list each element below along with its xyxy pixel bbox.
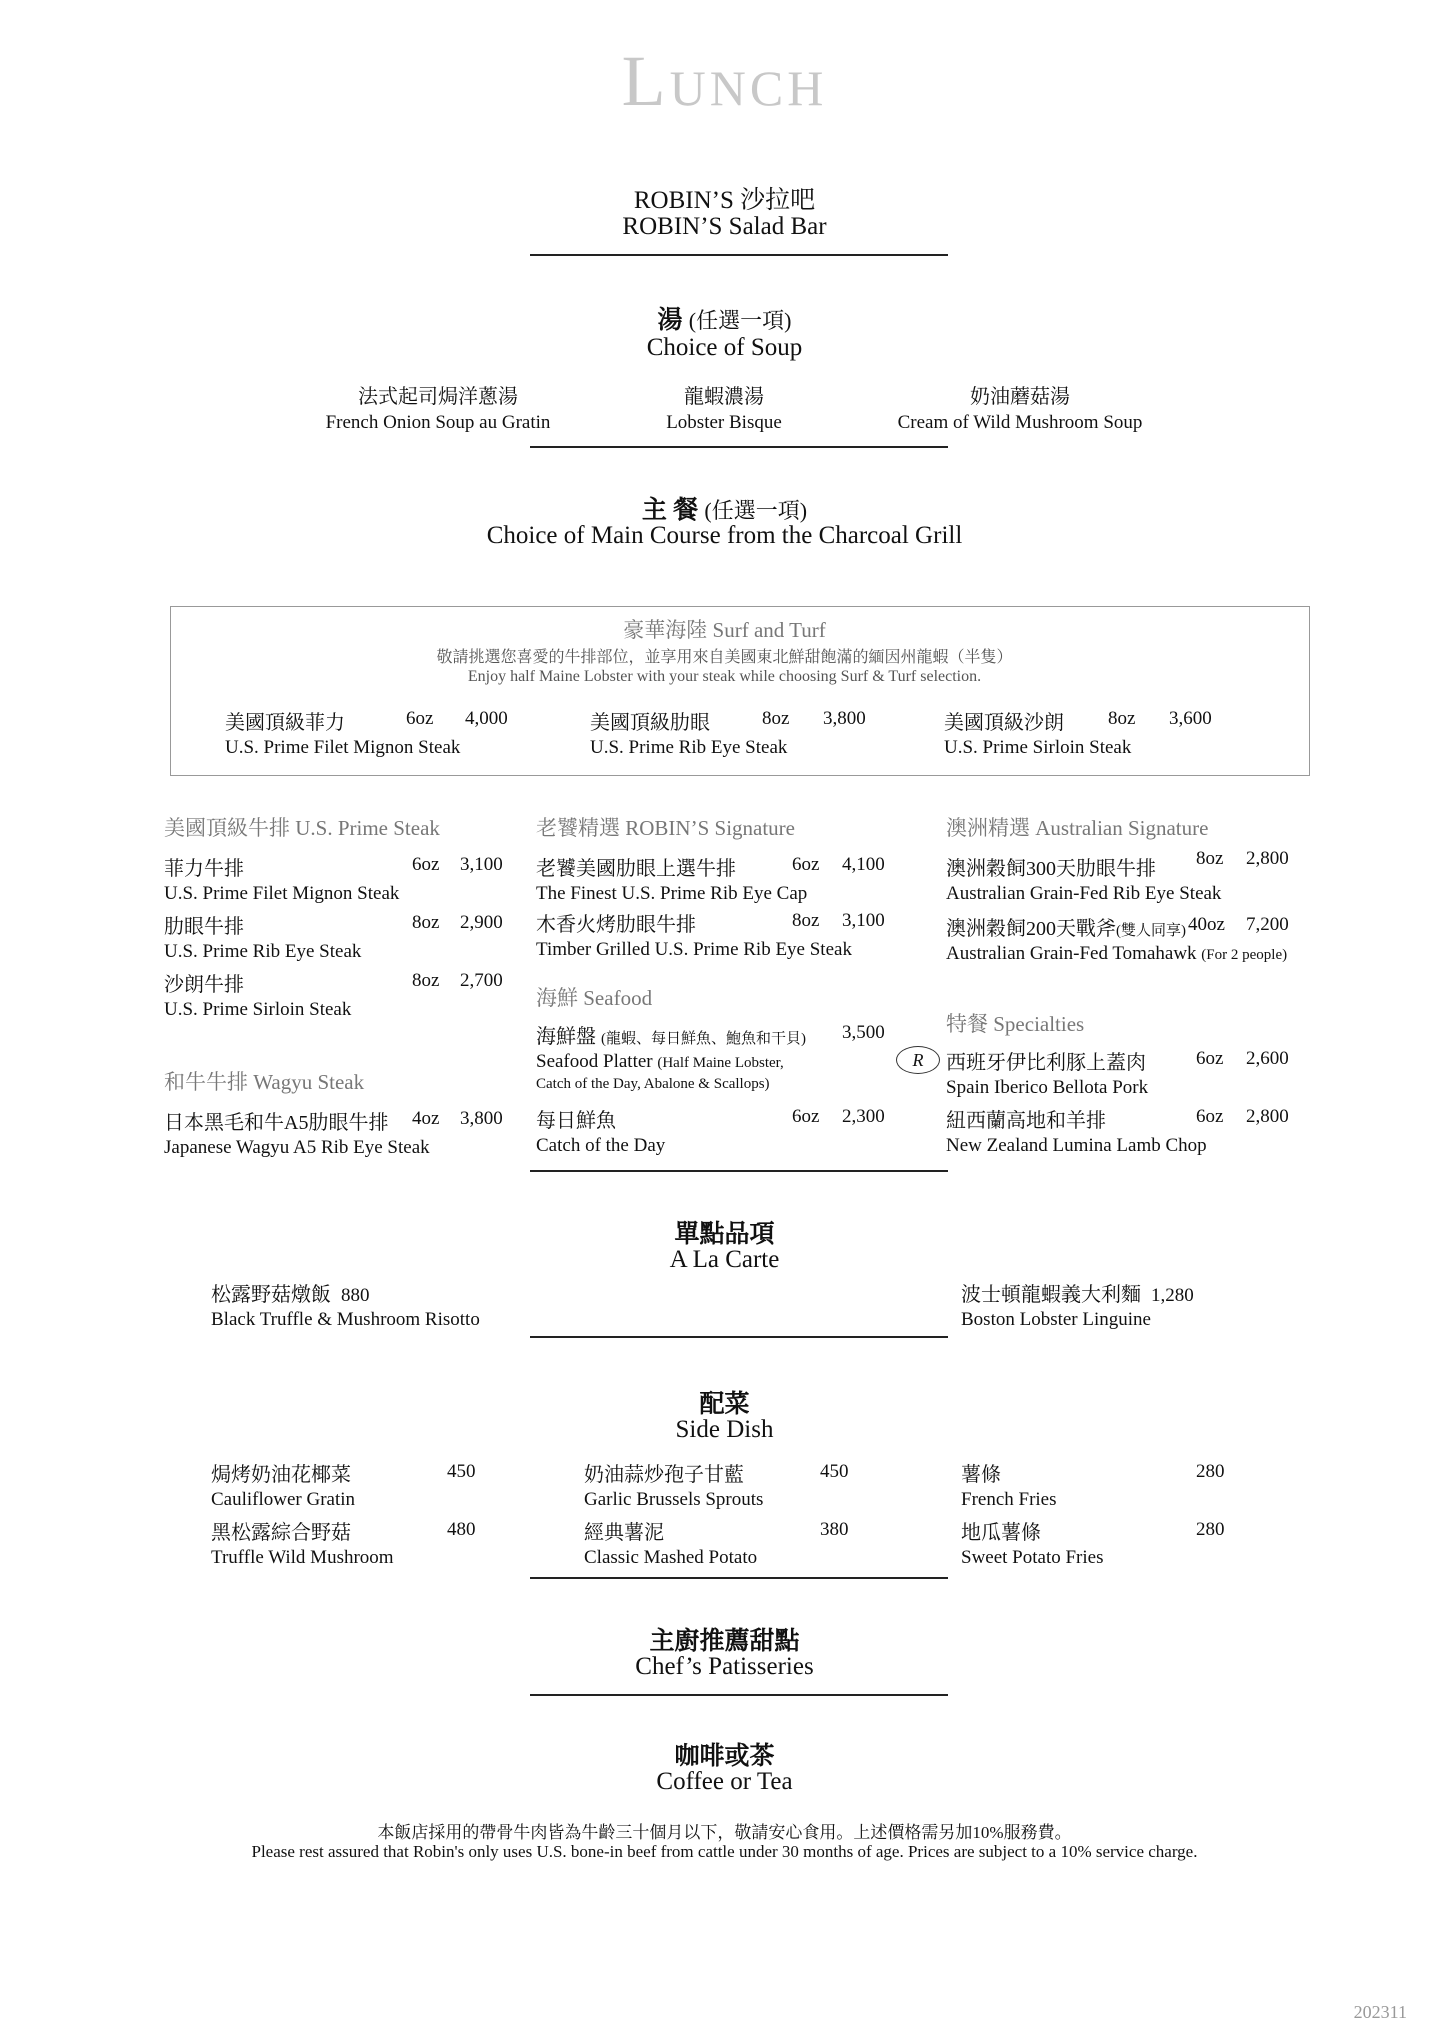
divider [530, 1577, 948, 1579]
dessert-heading-en: Chef’s Patisseries [635, 1653, 814, 1680]
footer-note-en: Please rest assured that Robin's only uses U.S. bone-in beef from cattle under 30 months of age. Prices are subject to a 10% service charge. [251, 1842, 1198, 1861]
price-label: 3,100 [460, 854, 503, 875]
oz-label: 8oz [412, 912, 440, 933]
surf-turf-item: 美國頂級菲力 U.S. Prime Filet Mignon Steak [225, 712, 461, 758]
menu-item: 澳洲穀飼300天肋眼牛排 Australian Grain-Fed Rib Eye Steak [946, 858, 1222, 904]
oz-label: 8oz [1196, 848, 1224, 869]
oz-label: 6oz [1196, 1048, 1224, 1069]
wagyu-heading: 和牛牛排 Wagyu Steak [164, 1070, 365, 1094]
divider [530, 446, 948, 448]
oz-label: 8oz [792, 910, 820, 931]
oz-label: 6oz [792, 1106, 820, 1127]
dessert-heading-zh: 主廚推薦甜點 [649, 1628, 800, 1655]
australian-heading: 澳洲精選 Australian Signature [946, 816, 1209, 840]
oz-label: 4oz [412, 1108, 440, 1129]
oz-label: 8oz [762, 708, 790, 729]
surf-turf-desc-en: Enjoy half Maine Lobster with your steak while choosing Surf & Turf selection. [467, 668, 982, 685]
coffee-heading-en: Coffee or Tea [656, 1768, 793, 1795]
menu-item: 波士頓龍蝦義大利麵 1,280 Boston Lobster Linguine [961, 1284, 1194, 1330]
menu-item: 西班牙伊比利豚上蓋肉 Spain Iberico Bellota Pork [946, 1052, 1149, 1098]
soup-item: 法式起司焗洋蔥湯 French Onion Soup au Gratin [325, 386, 551, 433]
surf-turf-item: 美國頂級肋眼 U.S. Prime Rib Eye Steak [590, 712, 788, 758]
price-label: 2,800 [1246, 848, 1289, 869]
price-label: 2,300 [842, 1106, 885, 1127]
price-label: 3,500 [842, 1022, 885, 1043]
menu-item: 黑松露綜合野菇 Truffle Wild Mushroom [211, 1522, 394, 1568]
footer-note-zh: 本飯店採用的帶骨牛肉皆為牛齡三十個月以下，敬請安心食用。上述價格需另加10%服務費。 [377, 1823, 1072, 1842]
menu-item: 地瓜薯條 Sweet Potato Fries [961, 1522, 1104, 1568]
oz-label: 6oz [792, 854, 820, 875]
menu-item: 老饕美國肋眼上選牛排 The Finest U.S. Prime Rib Eye Cap [536, 858, 808, 904]
divider [530, 1336, 948, 1338]
menu-item: 日本黑毛和牛A5肋眼牛排 Japanese Wagyu A5 Rib Eye Steak [164, 1112, 430, 1158]
price-label: 2,900 [460, 912, 503, 933]
menu-item: 澳洲穀飼200天戰斧(雙人同享) Australian Grain-Fed Tomahawk (For 2 people) [946, 918, 1288, 964]
surf-turf-desc-zh: 敬請挑選您喜愛的牛排部位，並享用來自美國東北鮮甜飽滿的緬因州龍蝦（半隻） [436, 649, 1013, 666]
menu-item: 每日鮮魚 Catch of the Day [536, 1110, 666, 1156]
page-title: Lunch [621, 41, 828, 121]
oz-label: 6oz [406, 708, 434, 729]
menu-item: 紐西蘭高地和羊排 New Zealand Lumina Lamb Chop [946, 1110, 1207, 1156]
price-label: 2,600 [1246, 1048, 1289, 1069]
oz-label: 8oz [1108, 708, 1136, 729]
side-heading-en: Side Dish [675, 1416, 774, 1443]
price-label: 7,200 [1246, 914, 1289, 935]
oz-label: 6oz [412, 854, 440, 875]
divider [530, 1694, 948, 1696]
surf-turf-item: 美國頂級沙朗 U.S. Prime Sirloin Steak [944, 712, 1132, 758]
price-label: 3,100 [842, 910, 885, 931]
us-prime-heading: 美國頂級牛排 U.S. Prime Steak [164, 816, 440, 840]
menu-item: 沙朗牛排 U.S. Prime Sirloin Steak [164, 974, 352, 1020]
menu-item: 菲力牛排 U.S. Prime Filet Mignon Steak [164, 858, 400, 904]
side-heading-zh: 配菜 [699, 1391, 750, 1418]
price-label: 380 [820, 1519, 849, 1540]
a-la-carte-heading-en: A La Carte [669, 1246, 780, 1273]
coffee-heading-zh: 咖啡或茶 [674, 1743, 775, 1770]
price-label: 2,800 [1246, 1106, 1289, 1127]
menu-item: 松露野菇燉飯 880 Black Truffle & Mushroom Risotto [211, 1284, 480, 1330]
price-label: 280 [1196, 1461, 1225, 1482]
price-label: 3,800 [460, 1108, 503, 1129]
price-label: 450 [447, 1461, 476, 1482]
signature-heading: 老饕精選 ROBIN’S Signature [536, 816, 795, 840]
menu-item: 經典薯泥 Classic Mashed Potato [584, 1522, 758, 1568]
price-label: 4,100 [842, 854, 885, 875]
seafood-platter: 海鮮盤 (龍蝦、每日鮮魚、鮑魚和干貝) Seafood Platter (Half Maine Lobster, Catch of the Day, Abalone & Scallops) [536, 1026, 806, 1092]
main-heading-zh: 主 餐 (任選一項) [641, 497, 808, 524]
price-label: 4,000 [465, 708, 508, 729]
oz-label: 8oz [412, 970, 440, 991]
menu-item: 薯條 French Fries [961, 1464, 1057, 1510]
price-label: 2,700 [460, 970, 503, 991]
soup-item: 奶油蘑菇湯 Cream of Wild Mushroom Soup [897, 386, 1143, 433]
salad-bar-zh: ROBIN’S 沙拉吧 [633, 187, 816, 214]
divider [530, 1170, 948, 1172]
menu-code: 202311 [1353, 2002, 1407, 2022]
oz-label: 6oz [1196, 1106, 1224, 1127]
price-label: 3,800 [823, 708, 866, 729]
seafood-heading: 海鮮 Seafood [536, 986, 653, 1010]
menu-item: 焗烤奶油花椰菜 Cauliflower Gratin [211, 1464, 356, 1510]
divider [530, 254, 948, 256]
salad-bar-en: ROBIN’S Salad Bar [622, 213, 827, 240]
main-heading-en: Choice of Main Course from the Charcoal Grill [486, 522, 963, 549]
price-label: 280 [1196, 1519, 1225, 1540]
menu-item: 肋眼牛排 U.S. Prime Rib Eye Steak [164, 916, 362, 962]
menu-item: 木香火烤肋眼牛排 Timber Grilled U.S. Prime Rib Eye Steak [536, 914, 852, 960]
price-label: 3,600 [1169, 708, 1212, 729]
a-la-carte-heading-zh: 單點品項 [674, 1221, 775, 1248]
soup-heading-en: Choice of Soup [646, 334, 803, 361]
oz-label: 40oz [1188, 914, 1225, 935]
surf-turf-heading: 豪華海陸 Surf and Turf [623, 618, 826, 642]
price-label: 480 [447, 1519, 476, 1540]
price-label: 450 [820, 1461, 849, 1482]
signature-mark-icon: R [896, 1046, 940, 1074]
menu-item: 奶油蒜炒孢子甘藍 Garlic Brussels Sprouts [584, 1464, 764, 1510]
soup-heading-zh: 湯 (任選一項) [657, 307, 792, 334]
specialties-heading: 特餐 Specialties [946, 1012, 1085, 1036]
soup-item: 龍蝦濃湯 Lobster Bisque [666, 386, 782, 433]
